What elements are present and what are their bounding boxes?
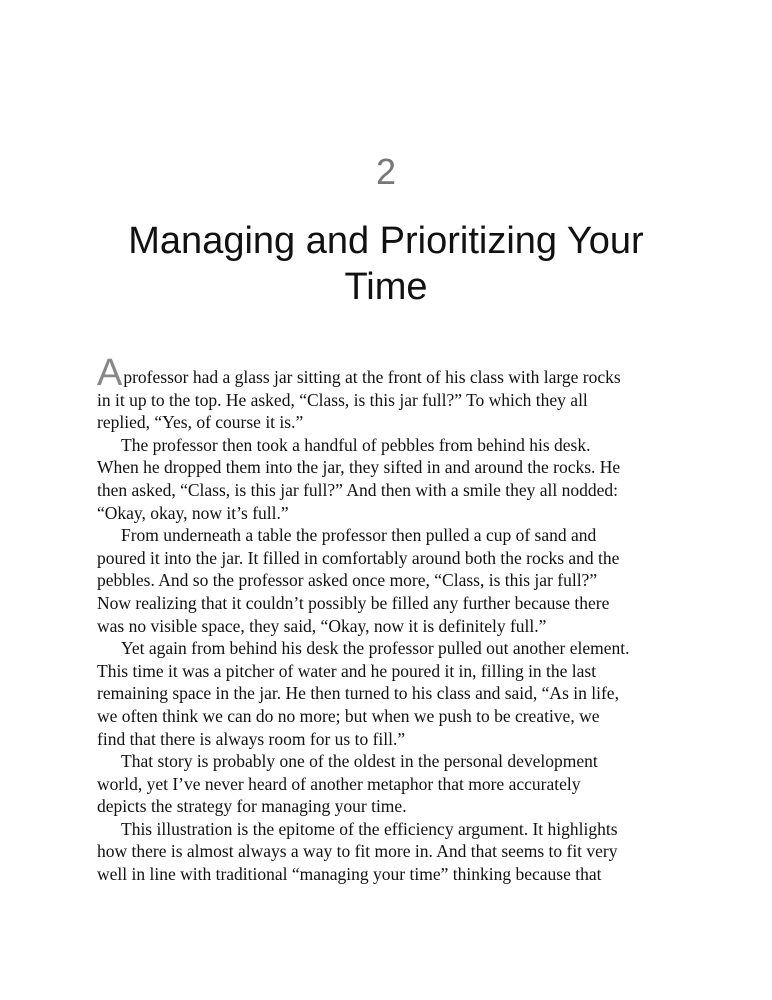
body-line: From underneath a table the professor then pulled a cup of sand and xyxy=(121,525,597,546)
body-line: This illustration is the epitome of the efficiency argument. It highlights xyxy=(121,818,618,839)
body-line: well in line with traditional “managing your time” thinking because that xyxy=(97,864,602,885)
chapter-body xyxy=(97,352,677,886)
body-line: in it up to the top. He asked, “Class, is this jar full?” To which they all xyxy=(97,389,588,410)
body-line: poured it into the jar. It filled in comfortably around both the rocks and the xyxy=(97,547,620,568)
body-line: was no visible space, they said, “Okay, now it is definitely full.” xyxy=(97,615,547,636)
body-line: replied, “Yes, of course it is.” xyxy=(97,412,304,433)
body-line: then asked, “Class, is this jar full?” And then with a smile they all nodded: xyxy=(97,479,619,500)
body-line: Yet again from behind his desk the professor pulled out another element. xyxy=(121,638,630,659)
body-line: This time it was a pitcher of water and he poured it in, filling in the last xyxy=(97,660,597,681)
body-line: The professor then took a handful of pebbles from behind his desk. xyxy=(121,434,591,455)
body-line: depicts the strategy for managing your time. xyxy=(97,796,407,817)
body-line: When he dropped them into the jar, they sifted in and around the rocks. He xyxy=(97,457,621,478)
body-line: Now realizing that it couldn’t possibly be filled any further because there xyxy=(97,592,610,613)
body-line: That story is probably one of the oldest in the personal development xyxy=(121,751,598,772)
body-line: pebbles. And so the professor asked once more, “Class, is this jar full?” xyxy=(97,570,598,591)
body-line: Aprofessor had a glass jar sitting at the front of his class with large rocks xyxy=(97,352,621,394)
body-line: remaining space in the jar. He then turned to his class and said, “As in life, xyxy=(97,683,619,704)
chapter-number: 2 xyxy=(375,151,397,192)
body-line: find that there is always room for us to fill.” xyxy=(97,728,406,749)
chapter-title: Managing and Prioritizing Your Time xyxy=(128,220,644,308)
body-line: world, yet I’ve never heard of another metaphor that more accurately xyxy=(97,773,581,794)
drop-cap: A xyxy=(97,352,123,394)
body-line: we often think we can do no more; but when we push to be creative, we xyxy=(97,705,600,726)
body-line: “Okay, okay, now it’s full.” xyxy=(97,502,289,523)
body-line: how there is almost always a way to fit more in. And that seems to fit very xyxy=(97,841,618,862)
